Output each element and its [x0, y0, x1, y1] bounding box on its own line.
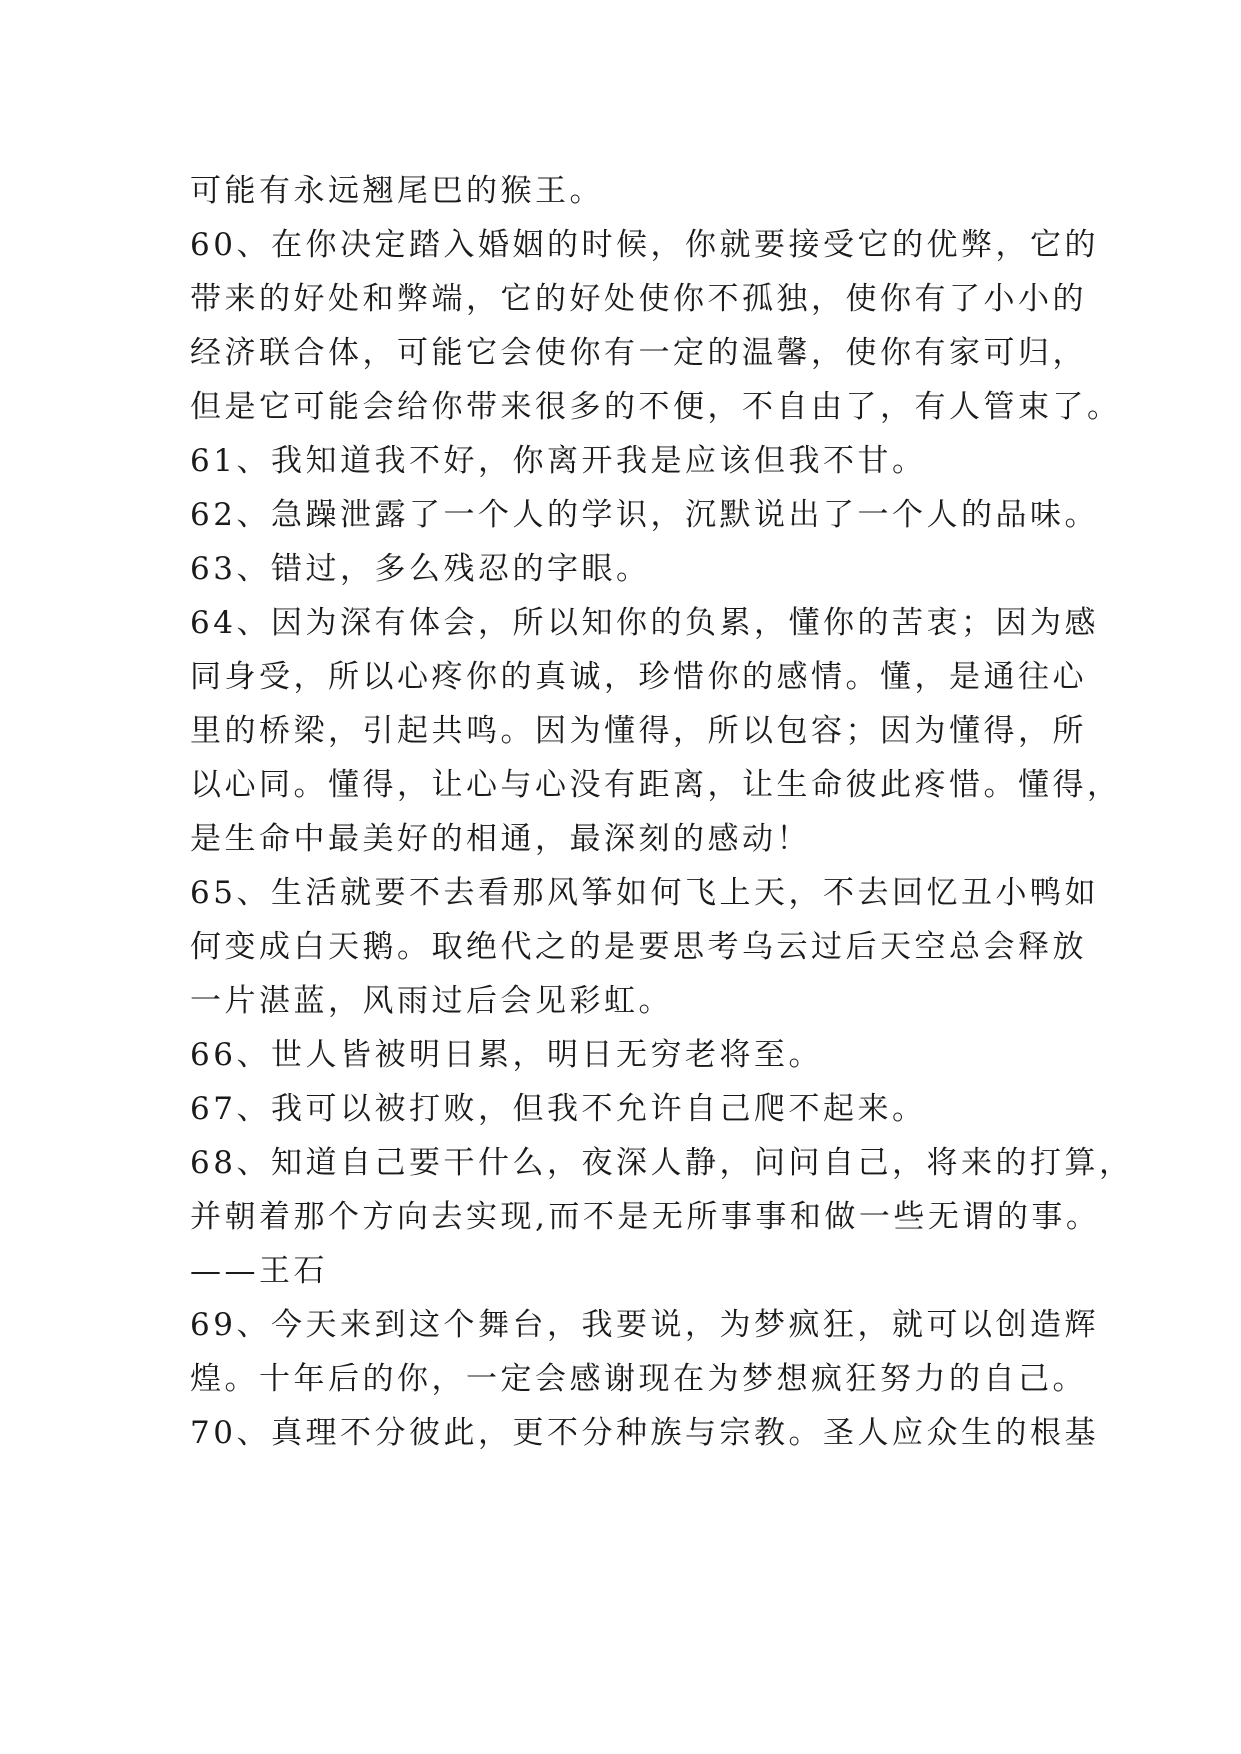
text-line: 63、错过，多么残忍的字眼。 [190, 551, 651, 587]
text-line: 可能有永远翘尾巴的猴王。 [190, 173, 604, 209]
text-line: 煌。十年后的你，一定会感谢现在为梦想疯狂努力的自己。 [190, 1361, 1087, 1397]
text-line: 61、我知道我不好，你离开我是应该但我不甘。 [190, 443, 927, 479]
text-line: 同身受，所以心疼你的真诚，珍惜你的感情。懂，是通往心 [190, 659, 1087, 695]
text-line: 62、急躁泄露了一个人的学识，沉默说出了一个人的品味。 [190, 497, 1099, 533]
text-line: 何变成白天鹅。取绝代之的是要思考乌云过后天空总会释放 [190, 929, 1087, 965]
text-line: 但是它可能会给你带来很多的不便，不自由了，有人管束了。 [190, 389, 1122, 425]
text-line: ——王石 [190, 1253, 328, 1289]
text-line: 70、真理不分彼此，更不分种族与宗教。圣人应众生的根基 [190, 1415, 1099, 1451]
text-line: 并朝着那个方向去实现,而不是无所事事和做一些无谓的事。 [190, 1199, 1101, 1235]
text-line: 带来的好处和弊端，它的好处使你不孤独，使你有了小小的 [190, 281, 1087, 317]
text-line: 60、在你决定踏入婚姻的时候，你就要接受它的优弊，它的 [190, 227, 1099, 263]
text-line: 67、我可以被打败，但我不允许自己爬不起来。 [190, 1091, 927, 1127]
text-line: 69、今天来到这个舞台，我要说，为梦疯狂，就可以创造辉 [190, 1307, 1099, 1343]
text-line: 里的桥梁，引起共鸣。因为懂得，所以包容；因为懂得，所 [190, 713, 1087, 749]
text-line: 一片湛蓝，风雨过后会见彩虹。 [190, 983, 673, 1019]
text-line: 以心同。懂得，让心与心没有距离，让生命彼此疼惜。懂得， [190, 767, 1122, 803]
text-line: 66、世人皆被明日累，明日无穷老将至。 [190, 1037, 823, 1073]
text-line: 64、因为深有体会，所以知你的负累，懂你的苦衷；因为感 [190, 605, 1099, 641]
text-line: 68、知道自己要干什么，夜深人静，问问自己，将来的打算， [190, 1145, 1134, 1181]
text-line: 65、生活就要不去看那风筝如何飞上天，不去回忆丑小鸭如 [190, 875, 1099, 911]
text-line: 是生命中最美好的相通，最深刻的感动！ [190, 821, 811, 857]
text-line: 经济联合体，可能它会使你有一定的温馨，使你有家可归， [190, 335, 1087, 371]
